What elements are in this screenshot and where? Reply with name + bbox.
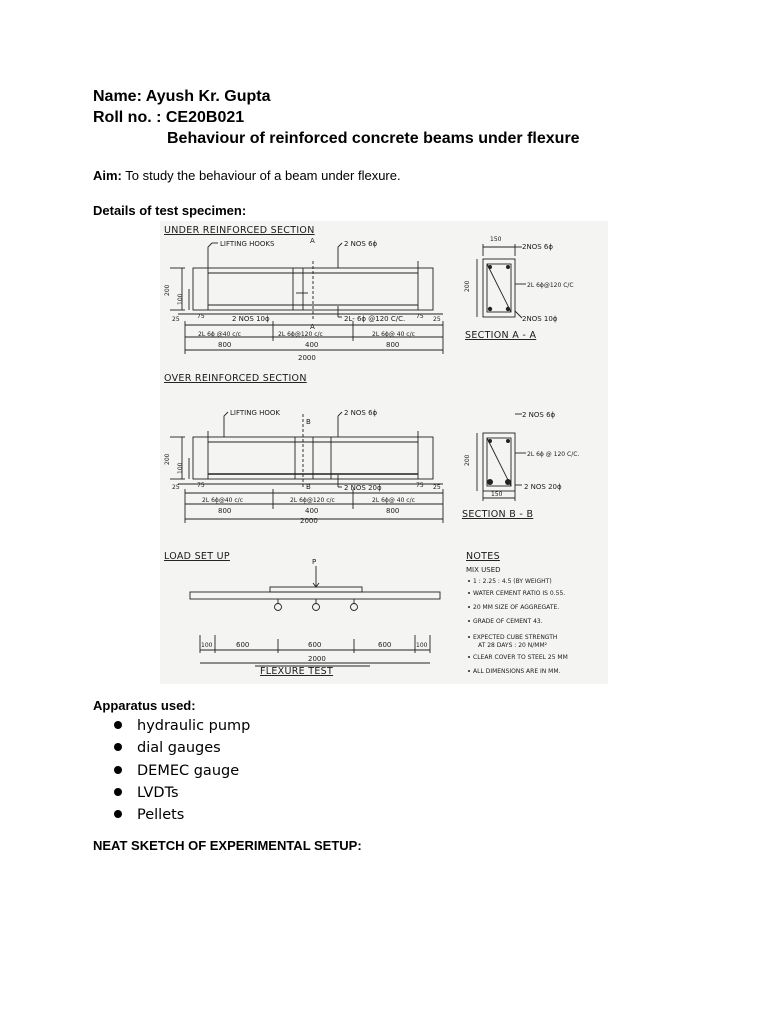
under-stirrup-mid: 2L 6ϕ@120 c/c [278, 331, 323, 338]
under-lifting-label: LIFTING HOOKS [220, 240, 275, 248]
note-5: EXPECTED CUBE STRENGTH [473, 634, 558, 641]
section-a-height: 200 [464, 280, 471, 292]
section-a-top-bars: 2NOS 6ϕ [522, 243, 553, 251]
load-edge-100-right: 100 [416, 642, 428, 649]
section-a-width: 150 [490, 236, 502, 243]
under-mid-stirrup-label: 2L- 6ϕ @120 C/C. [344, 315, 406, 323]
bullet-icon [114, 743, 122, 751]
section-b-top-bars: 2 NOS 6ϕ [522, 411, 556, 419]
note-1: 1 : 2.25 : 4.5 (BY WEIGHT) [473, 578, 552, 585]
sketch-label: NEAT SKETCH OF EXPERIMENTAL SETUP: [93, 838, 362, 853]
over-section-title: OVER REINFORCED SECTION [164, 373, 307, 384]
over-dim-800-left: 800 [218, 507, 232, 515]
section-b-width: 150 [491, 491, 503, 498]
under-section-title: UNDER REINFORCED SECTION [164, 225, 315, 236]
under-edge-25-left: 25 [172, 316, 180, 323]
note-3: 20 MM SIZE OF AGGREGATE. [473, 604, 560, 611]
section-b-stirrup: 2L 6ϕ @ 120 C/C. [527, 451, 580, 458]
over-edge-75-left: 75 [197, 482, 205, 489]
specimen-drawing [160, 221, 608, 684]
aim-label: Aim: [93, 168, 122, 183]
under-dim-800-right: 800 [386, 341, 400, 349]
load-dim-2000: 2000 [308, 655, 326, 663]
over-height-100: 100 [177, 462, 184, 474]
notes-mix: MIX USED [466, 566, 501, 574]
notes-title: NOTES [466, 551, 500, 562]
over-bottom-bars-label: 2 NOS 20ϕ [344, 484, 382, 492]
document-title: Behaviour of reinforced concrete beams under flexure [167, 130, 580, 147]
section-b-bottom-bars: 2 NOS 20ϕ [524, 483, 562, 491]
under-dim-800-left: 800 [218, 341, 232, 349]
section-a-bottom-bars: 2NOS 10ϕ [522, 315, 558, 323]
over-lifting-label: LIFTING HOOK [230, 409, 280, 417]
load-caption: FLEXURE TEST [260, 666, 334, 677]
list-item: LVDTs [114, 782, 179, 804]
note-6: CLEAR COVER TO STEEL 25 MM [473, 654, 568, 661]
notes-list [468, 578, 568, 675]
over-sec-mark-bottom: B [306, 483, 311, 491]
over-edge-25-right: 25 [433, 484, 441, 491]
list-item: dial gauges [114, 737, 221, 759]
note-5b: AT 28 DAYS : 20 N/MM² [478, 642, 548, 649]
under-edge-25-right: 25 [433, 316, 441, 323]
load-edge-100-left: 100 [201, 642, 213, 649]
load-dim-600-left: 600 [236, 641, 250, 649]
student-name: Name: Ayush Kr. Gupta [93, 88, 271, 105]
bullet-icon [114, 788, 122, 796]
over-dim-800-right: 800 [386, 507, 400, 515]
over-stirrup-left: 2L 6ϕ@40 c/c [202, 497, 244, 504]
roll-number: Roll no. : CE20B021 [93, 109, 245, 126]
over-height-200: 200 [164, 453, 171, 465]
under-stirrup-left: 2L 6ϕ @40 c/c [198, 331, 241, 338]
under-sec-mark-bottom: A [310, 323, 315, 331]
bullet-icon [114, 721, 122, 729]
section-b-height: 200 [464, 454, 471, 466]
bullet-icon [114, 810, 122, 818]
under-bottom-bars-label: 2 NOS 10ϕ [232, 315, 270, 323]
aim-text: To study the behaviour of a beam under flexure. [121, 168, 401, 183]
note-2: WATER CEMENT RATIO IS 0.55. [473, 590, 566, 597]
details-label: Details of test specimen: [93, 203, 247, 218]
over-sec-mark-top: B [306, 418, 311, 426]
list-item: hydraulic pump [114, 715, 250, 737]
load-dim-600-mid: 600 [308, 641, 322, 649]
under-edge-75-right: 75 [416, 313, 424, 320]
apparatus-list [114, 715, 414, 830]
under-edge-75-left: 75 [197, 313, 205, 320]
section-a-title: SECTION A - A [465, 330, 537, 341]
under-top-bars-label: 2 NOS 6ϕ [344, 240, 378, 248]
bullet-icon [114, 766, 122, 774]
list-item: DEMEC gauge [114, 760, 239, 782]
list-item: Pellets [114, 804, 184, 826]
apparatus-label: Apparatus used: [93, 698, 196, 713]
section-b-title: SECTION B - B [462, 509, 534, 520]
under-dim-400: 400 [305, 341, 319, 349]
over-dim-400: 400 [305, 507, 319, 515]
over-stirrup-right: 2L 6ϕ@ 40 c/c [372, 497, 415, 504]
load-setup-title: LOAD SET UP [164, 551, 230, 562]
under-height-100: 100 [177, 293, 184, 305]
load-dim-600-right: 600 [378, 641, 392, 649]
section-a-stirrup: 2L 6ϕ@120 C/C [527, 282, 574, 289]
note-7: ALL DIMENSIONS ARE IN MM. [473, 668, 561, 675]
note-4: GRADE OF CEMENT 43. [473, 618, 543, 625]
under-dim-2000: 2000 [298, 354, 316, 362]
over-stirrup-mid: 2L 6ϕ@120 c/c [290, 497, 335, 504]
over-edge-75-right: 75 [416, 482, 424, 489]
load-p-label: P [312, 558, 317, 566]
under-sec-mark-top: A [310, 237, 315, 245]
over-edge-25-left: 25 [172, 484, 180, 491]
aim-paragraph [93, 168, 401, 183]
under-height-200: 200 [164, 284, 171, 296]
under-stirrup-right: 2L 6ϕ@ 40 c/c [372, 331, 415, 338]
load-beam [190, 592, 440, 599]
over-dim-2000: 2000 [300, 517, 318, 525]
over-top-bars-label: 2 NOS 6ϕ [344, 409, 378, 417]
